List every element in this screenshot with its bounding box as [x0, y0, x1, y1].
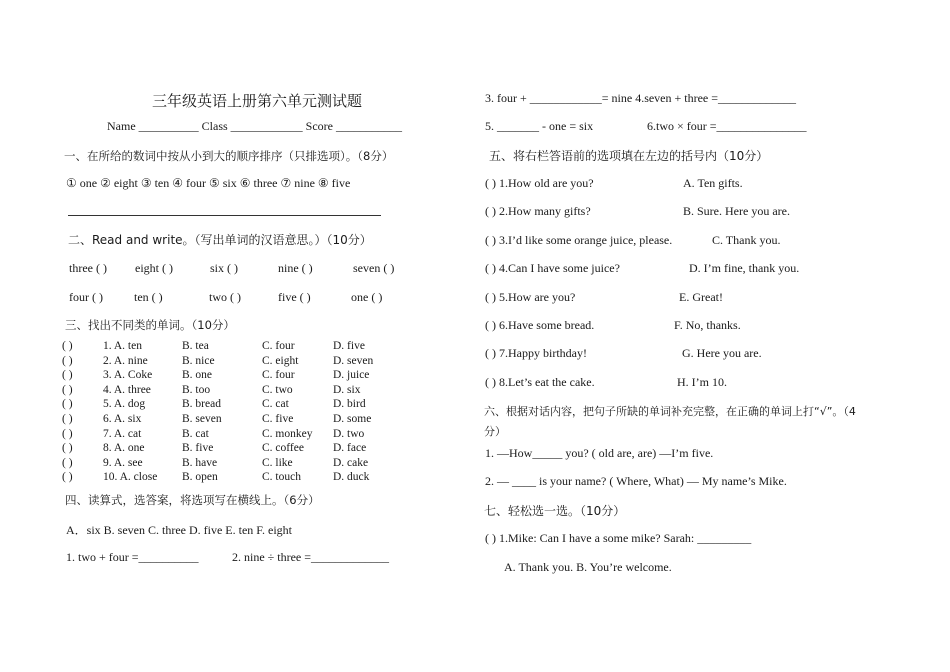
name-class-score-fields[interactable]: Name __________ Class ____________ Score ___________: [107, 119, 402, 133]
matching-answer: F. No, thanks.: [674, 318, 741, 332]
option-b: B. seven: [182, 413, 222, 425]
s2-row1-item[interactable]: eight ( ): [135, 261, 173, 275]
option-c: C. five: [262, 413, 294, 425]
s2-row1-item[interactable]: three ( ): [69, 261, 107, 275]
option-a: 2. A. nine: [103, 354, 148, 367]
table-row: [62, 471, 392, 485]
section-6-heading-line1: 六、根据对话内容，把句子所缺的单词补充完整，在正确的单词上打“√”。（4: [484, 405, 856, 418]
section-4-heading: 四、读算式，选答案，将选项写在横线上。（6分）: [65, 493, 320, 507]
section-2-heading-cn: （写出单词的汉语意思。）（10分）: [194, 233, 372, 247]
option-b: B. cat: [182, 427, 209, 440]
option-d: D. six: [333, 383, 361, 396]
section-4-options: A．six B. seven C. three D. five E. ten F. eight: [66, 523, 293, 537]
option-d: D. bird: [333, 398, 366, 411]
option-d: D. cake: [333, 456, 369, 469]
option-b: B. nice: [182, 354, 215, 367]
option-c: C. four: [262, 369, 295, 382]
s4-question-5[interactable]: 5. _______ - one = six: [485, 119, 594, 133]
option-d: D. two: [333, 427, 365, 440]
s7-question-1[interactable]: ( ) 1.Mike: Can I have a some mike? Sarah: _________: [485, 531, 752, 545]
option-a: 8. A. one: [103, 442, 145, 455]
answer-bracket[interactable]: ( ): [62, 442, 73, 455]
option-d: D. face: [333, 442, 367, 455]
option-a: 3. A. Coke: [103, 369, 153, 382]
section-7-heading: 七、轻松选一选。（10分）: [484, 504, 626, 518]
matching-answer: E. Great!: [679, 289, 723, 304]
section-1-answer-line[interactable]: [68, 215, 381, 216]
s2-row1-item[interactable]: six ( ): [210, 261, 238, 275]
s4-question-3-4[interactable]: 3. four + ____________= nine 4.seven + three =_____________: [485, 91, 797, 105]
page-title: 三年级英语上册第六单元测试题: [152, 92, 363, 110]
matching-question[interactable]: ( ) 1.How old are you?: [485, 176, 594, 190]
option-d: D. duck: [333, 471, 370, 484]
table-row: [62, 428, 392, 442]
answer-bracket[interactable]: ( ): [62, 398, 73, 411]
s4-question-6[interactable]: 6.two × four =_______________: [647, 119, 807, 133]
s2-row1-item[interactable]: seven ( ): [353, 261, 395, 275]
option-a: 6. A. six: [103, 413, 142, 425]
table-row: [62, 384, 392, 398]
option-b: B. too: [182, 383, 211, 396]
option-c: C. touch: [262, 471, 301, 484]
option-b: B. open: [182, 471, 218, 484]
answer-bracket[interactable]: ( ): [62, 354, 73, 367]
option-a: 1. A. ten: [103, 340, 142, 352]
section-1-items: ① one ② eight ③ ten ④ four ⑤ six ⑥ three ⑦ nine ⑧ five: [66, 176, 351, 190]
option-c: C. monkey: [262, 427, 313, 440]
matching-answer: G. Here you are.: [682, 346, 762, 361]
s2-row2-item[interactable]: two ( ): [209, 290, 241, 304]
option-b: B. have: [182, 456, 218, 469]
s2-row2-item[interactable]: four ( ): [69, 290, 103, 304]
option-a: 5. A. dog: [103, 398, 146, 411]
s2-row2-item[interactable]: five ( ): [278, 290, 311, 304]
section-5-heading: 五、将右栏答语前的选项填在左边的括号内（10分）: [489, 149, 769, 163]
matching-question[interactable]: ( ) 3.I’d like some orange juice, please.: [485, 232, 673, 247]
option-b: B. bread: [182, 398, 221, 411]
option-a: 10. A. close: [103, 471, 158, 484]
table-row: [62, 457, 392, 471]
answer-bracket[interactable]: ( ): [62, 413, 73, 425]
matching-answer: H. I’m 10.: [677, 374, 727, 389]
answer-bracket[interactable]: ( ): [62, 383, 73, 396]
option-c: C. eight: [262, 354, 299, 367]
s7-options: A. Thank you. B. You’re welcome.: [504, 560, 672, 574]
answer-bracket[interactable]: ( ): [62, 369, 73, 382]
matching-answer: C. Thank you.: [712, 232, 781, 247]
option-b: B. one: [182, 369, 213, 382]
table-row: [62, 398, 392, 412]
s4-question-1[interactable]: 1. two + four =__________: [66, 550, 199, 564]
s2-row1-item[interactable]: nine ( ): [278, 261, 313, 275]
option-c: C. cat: [262, 398, 289, 411]
option-a: 9. A. see: [103, 456, 143, 469]
option-d: D. juice: [333, 369, 370, 382]
section-2-heading-en: 二、Read and write。: [68, 233, 195, 247]
option-d: D. seven: [333, 354, 374, 367]
section-2-heading: [68, 231, 372, 249]
option-b: B. tea: [182, 340, 209, 352]
option-a: 4. A. three: [103, 383, 151, 396]
section-6-heading-line2: 分）: [484, 425, 506, 438]
option-d: D. five: [333, 340, 365, 352]
option-d: D. some: [333, 413, 372, 425]
matching-question[interactable]: ( ) 4.Can I have some juice?: [485, 261, 620, 276]
answer-bracket[interactable]: ( ): [62, 456, 73, 469]
option-c: C. two: [262, 383, 293, 396]
option-b: B. five: [182, 442, 214, 455]
matching-answer: D. I’m fine, thank you.: [689, 261, 800, 276]
answer-bracket[interactable]: ( ): [62, 427, 73, 440]
section-1-heading: 一、在所给的数词中按从小到大的顺序排序（只排选项）。（8分）: [64, 149, 394, 163]
matching-question[interactable]: ( ) 7.Happy birthday!: [485, 346, 587, 361]
table-row: [62, 369, 392, 383]
option-c: C. coffee: [262, 442, 304, 455]
matching-answer: A. Ten gifts.: [683, 176, 743, 190]
s6-question-1[interactable]: 1. —How_____ you? ( old are, are) —I’m five.: [485, 446, 714, 460]
s6-question-2[interactable]: 2. — ____ is your name? ( Where, What) — My name’s Mike.: [485, 474, 787, 488]
option-c: C. like: [262, 456, 293, 469]
matching-answer: B. Sure. Here you are.: [683, 204, 790, 219]
s2-row2-item[interactable]: one ( ): [351, 290, 383, 304]
answer-bracket[interactable]: ( ): [62, 340, 73, 352]
table-row: [62, 340, 392, 354]
matching-question[interactable]: ( ) 5.How are you?: [485, 289, 576, 304]
s4-question-2[interactable]: 2. nine ÷ three =_____________: [232, 550, 389, 564]
option-a: 7. A. cat: [103, 427, 142, 440]
s2-row2-item[interactable]: ten ( ): [134, 290, 163, 304]
matching-question[interactable]: ( ) 2.How many gifts?: [485, 204, 591, 219]
table-row: [62, 355, 392, 369]
section-3-heading: 三、找出不同类的单词。（10分）: [65, 318, 235, 332]
matching-question[interactable]: ( ) 8.Let’s eat the cake.: [485, 374, 595, 389]
answer-bracket[interactable]: ( ): [62, 471, 73, 484]
table-row: [62, 413, 392, 427]
option-c: C. four: [262, 340, 295, 352]
table-row: [62, 442, 392, 456]
matching-question[interactable]: ( ) 6.Have some bread.: [485, 318, 595, 332]
